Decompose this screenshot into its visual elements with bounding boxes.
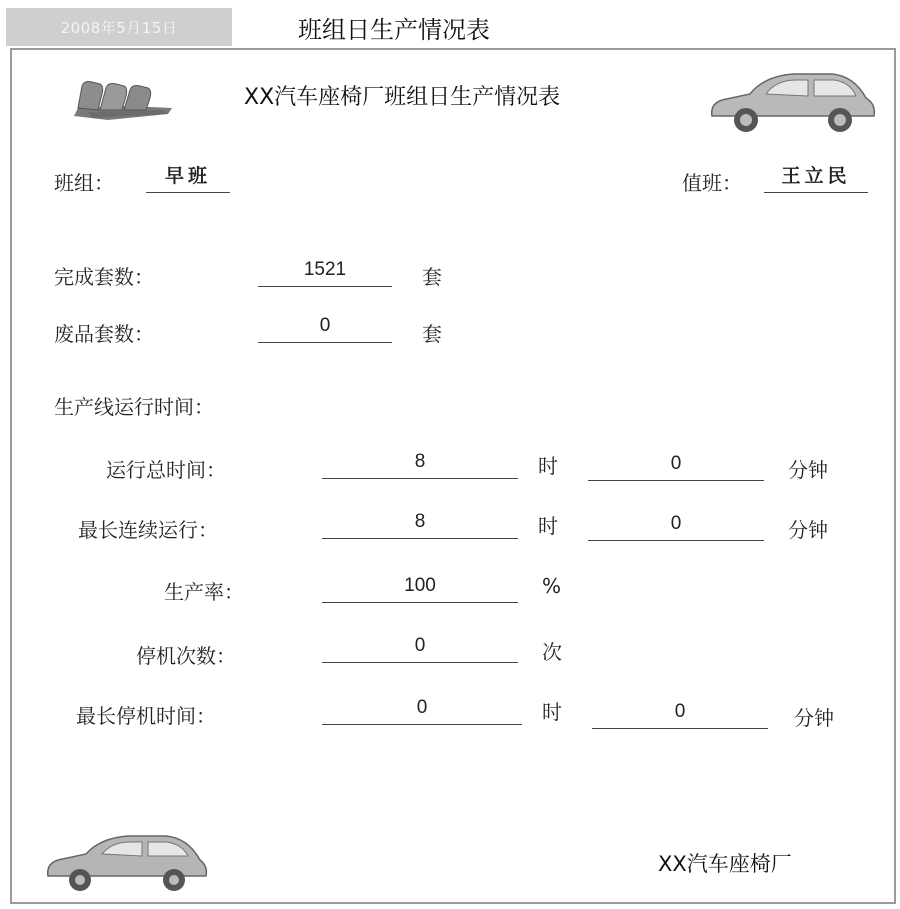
longest-stop-minute-unit: 分钟 [794,706,834,730]
completed-field[interactable]: 1521 [258,256,392,287]
longest-run-hours-field[interactable]: 8 [322,508,518,539]
total-run-hours-field[interactable]: 8 [322,448,518,479]
car-icon [42,832,212,894]
scrap-field[interactable]: 0 [258,312,392,343]
longest-run-minute-unit: 分钟 [788,518,828,542]
duty-field[interactable]: 王立民 [764,162,868,193]
duty-label: 值班： [682,171,742,195]
total-run-minute-unit: 分钟 [788,458,828,482]
longest-stop-label: 最长停机时间： [76,704,216,728]
factory-name: XX汽车座椅厂 [658,852,792,876]
stops-label: 停机次数： [136,644,236,668]
form-panel [10,48,896,904]
longest-stop-minutes-field[interactable]: 0 [592,698,768,729]
rate-field[interactable]: 100 [322,572,518,603]
longest-stop-hour-unit: 时 [542,700,562,724]
longest-stop-hours-field[interactable]: 0 [322,694,522,725]
completed-label: 完成套数： [54,265,154,289]
stops-field[interactable]: 0 [322,632,518,663]
team-field[interactable]: 早班 [146,162,230,193]
stops-unit: 次 [542,640,562,664]
longest-run-label: 最长连续运行： [78,518,218,542]
rate-unit: % [542,574,562,598]
car-icon [704,68,880,136]
scrap-unit: 套 [422,322,442,346]
completed-unit: 套 [422,265,442,289]
total-run-hour-unit: 时 [538,454,558,478]
longest-run-hour-unit: 时 [538,514,558,538]
total-run-minutes-field[interactable]: 0 [588,450,764,481]
total-run-label: 运行总时间： [106,458,226,482]
team-label: 班组： [54,171,114,195]
form-title: XX汽车座椅厂班组日生产情况表 [244,85,561,110]
scrap-label: 废品套数： [54,322,154,346]
longest-run-minutes-field[interactable]: 0 [588,510,764,541]
rate-label: 生产率： [164,580,244,604]
date-tab[interactable]: 2008年5月15日 [6,8,232,46]
runtime-section-heading: 生产线运行时间： [54,395,214,419]
car-seat-icon [68,76,180,126]
sheet-title: 班组日生产情况表 [298,16,490,44]
